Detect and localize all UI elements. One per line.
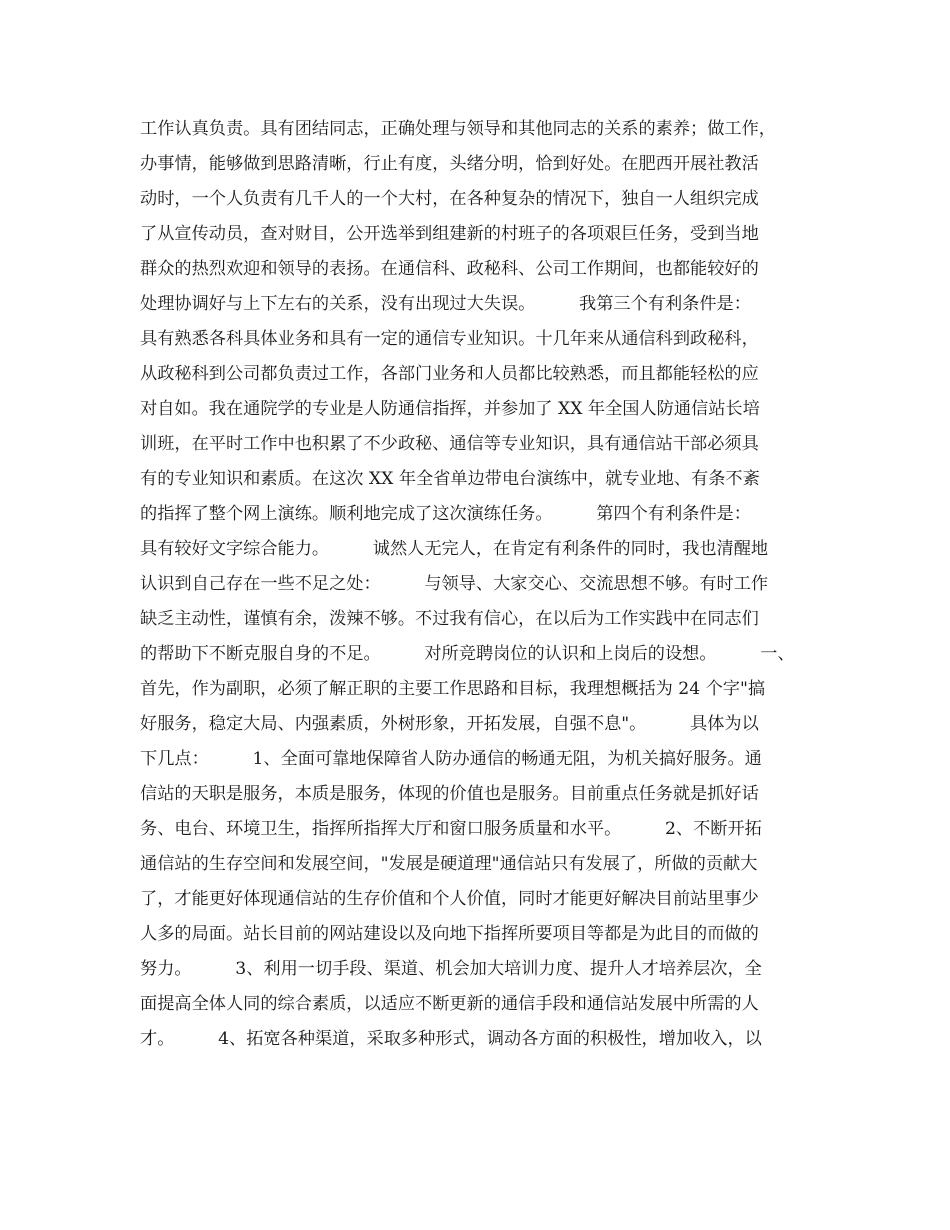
text-line: 缺乏主动性，谨慎有余，泼辣不够。不过我有信心，在以后为工作实践中在同志们 xyxy=(140,609,759,629)
text-line: 动时，一个人负责有几千人的一个大村，在各种复杂的情况下，独自一人组织完成 xyxy=(140,189,759,209)
text-line: 工作认真负责。具有团结同志，正确处理与领导和其他同志的关系的素养；做工作， xyxy=(140,119,776,139)
text-line: 了从宣传动员，查对财目，公开选举到组建新的村班子的各项艰巨任务，受到当地 xyxy=(140,224,759,244)
text-line: 对自如。我在通院学的专业是人防通信指挥，并参加了 XX 年全国人防通信站长培 xyxy=(140,399,760,419)
text-line: 处理协调好与上下左右的关系，没有出现过大失误。 我第三个有利条件是： xyxy=(140,294,751,314)
text-line: 了，才能更好体现通信站的生存价值和个人价值，同时才能更好解决目前站里事少 xyxy=(140,889,759,909)
text-line: 好服务，稳定大局、内强素质，外树形象，开拓发展，自强不息"。 具体为以 xyxy=(140,714,759,734)
text-line: 才。 4、拓宽各种渠道，采取多种形式，调动各方面的积极性，增加收入，以 xyxy=(140,1029,762,1049)
body-text xyxy=(140,112,830,1057)
text-line: 务、电台、环境卫生，指挥所指挥大厅和窗口服务质量和水平。 2、不断开拓 xyxy=(140,819,762,839)
text-line: 办事情，能够做到思路清晰，行止有度，头绪分明，恰到好处。在肥西开展社教活 xyxy=(140,154,759,174)
text-line: 从政秘科到公司都负责过工作，各部门业务和人员都比较熟悉，而且都能轻松的应 xyxy=(140,364,759,384)
text-line: 首先，作为副职，必须了解正职的主要工作思路和目标，我理想概括为 24 个字"搞 xyxy=(140,679,766,699)
text-line: 的帮助下不断克服自身的不足。 对所竞聘岗位的认识和上岗后的设想。 一、 xyxy=(140,644,795,664)
text-line: 具有较好文字综合能力。 诚然人无完人，在肯定有利条件的同时，我也清醒地 xyxy=(140,539,769,559)
text-line: 群众的热烈欢迎和领导的表扬。在通信科、政秘科、公司工作期间，也都能较好的 xyxy=(140,259,759,279)
text-line: 认识到自己存在一些不足之处： 与领导、大家交心、交流思想不够。有时工作 xyxy=(140,574,769,594)
text-line: 面提高全体人同的综合素质，以适应不断更新的通信手段和通信站发展中所需的人 xyxy=(140,994,759,1014)
text-line: 人多的局面。站长目前的网站建设以及向地下指挥所要项目等都是为此目的而做的 xyxy=(140,924,759,944)
text-line: 具有熟悉各科具体业务和具有一定的通信专业知识。十几年来从通信科到政秘科， xyxy=(140,329,759,349)
text-line: 的指挥了整个网上演练。顺利地完成了这次演练任务。 第四个有利条件是： xyxy=(140,504,751,524)
text-line: 信站的天职是服务，本质是服务，体现的价值也是服务。目前重点任务就是抓好话 xyxy=(140,784,759,804)
text-line: 通信站的生存空间和发展空间，"发展是硬道理"通信站只有发展了，所做的贡献大 xyxy=(140,854,758,874)
text-line: 训班，在平时工作中也积累了不少政秘、通信等专业知识，具有通信站干部必须具 xyxy=(140,434,759,454)
text-line: 努力。 3、利用一切手段、渠道、机会加大培训力度、提升人才培养层次，全 xyxy=(140,959,762,979)
text-line: 下几点： 1、全面可靠地保障省人防办通信的畅通无阻，为机关搞好服务。通 xyxy=(140,749,762,769)
text-line: 有的专业知识和素质。在这次 XX 年全省单边带电台演练中，就专业地、有条不紊 xyxy=(140,469,760,489)
